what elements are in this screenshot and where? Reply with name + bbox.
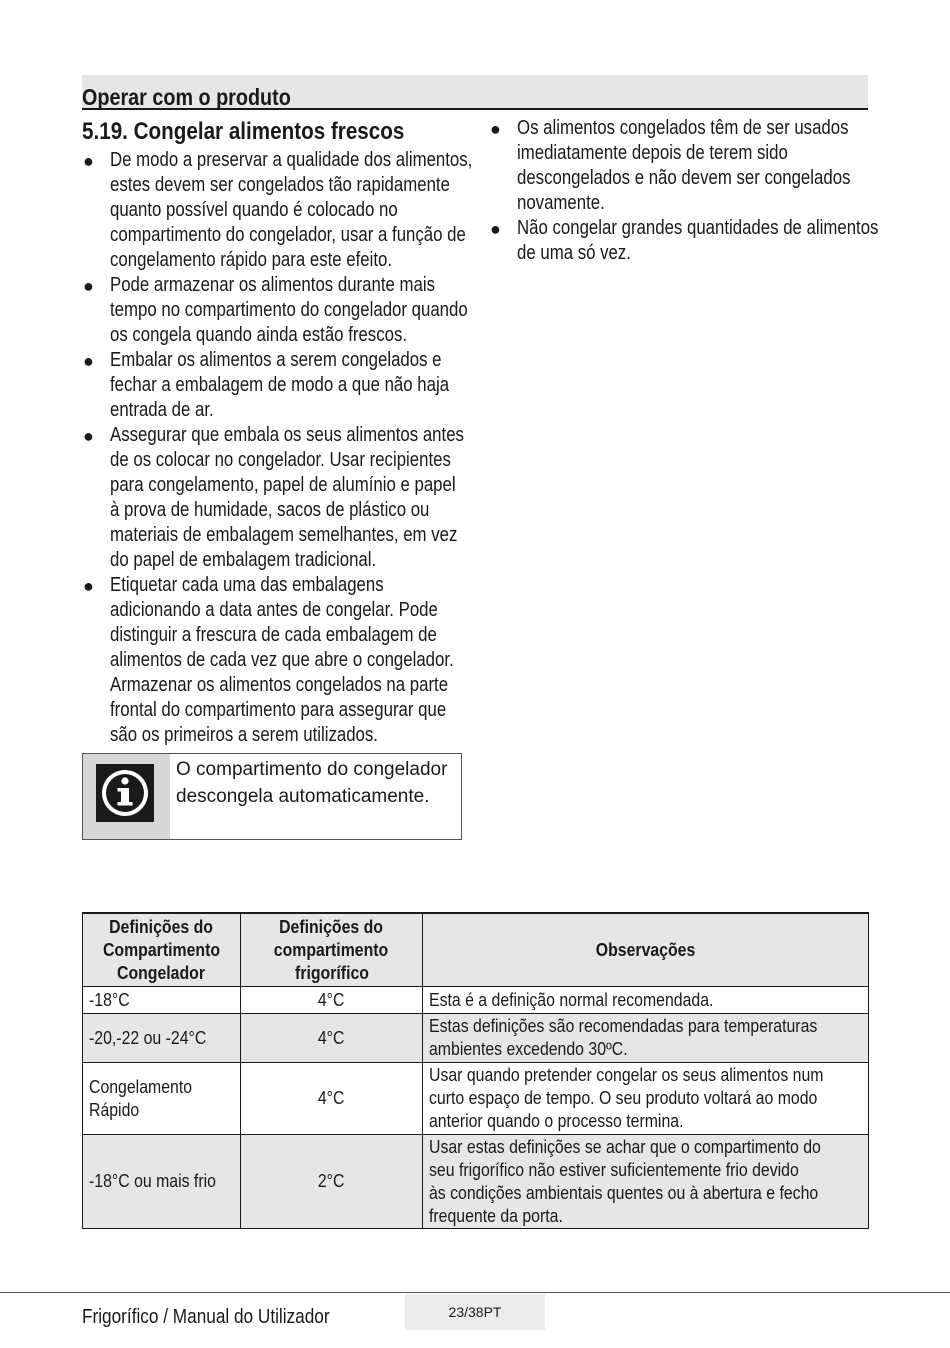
bullet-text-line: quanto possível quando é colocado no bbox=[110, 199, 398, 221]
table-row bbox=[83, 987, 869, 1014]
bullet-item bbox=[489, 216, 889, 266]
bullet-text-line: novamente. bbox=[517, 192, 605, 214]
info-note-box bbox=[82, 753, 462, 840]
fridge-cell: 2°C bbox=[241, 1135, 423, 1229]
table-row bbox=[83, 1014, 869, 1063]
bullet-text-line: Embalar os alimentos a serem congelados e bbox=[110, 349, 442, 371]
notes-cell: Usar estas definições se achar que o compartimento do seu frigorífico não estiver suficientemente frio devido às condições ambientais quentes ou à abertura e fecho frequente da porta. bbox=[423, 1135, 869, 1229]
freezer-cell: -18°C ou mais frio bbox=[83, 1135, 241, 1229]
bullet-text-line: Armazenar os alimentos congelados na parte bbox=[110, 674, 449, 696]
bullet-text-line: descongelados e não devem ser congelados bbox=[517, 167, 851, 189]
bullet-text-line: de os colocar no congelador. Usar recipientes bbox=[110, 449, 451, 471]
bullet-dot-icon: ● bbox=[83, 576, 94, 596]
bullet-text-line: tempo no compartimento do congelador quando bbox=[110, 299, 468, 321]
bullet-text-line: os congela quando ainda estão frescos. bbox=[110, 324, 408, 346]
left-bullet-list bbox=[82, 148, 482, 748]
fridge-cell: 4°C bbox=[241, 987, 423, 1014]
notes-cell: Estas definições são recomendadas para temperaturas ambientes excedendo 30ºC. bbox=[423, 1014, 869, 1063]
bullet-text-line: frontal do compartimento para assegurar que bbox=[110, 699, 447, 721]
bullet-text-line: Pode armazenar os alimentos durante mais bbox=[110, 274, 435, 296]
bullet-text-line: para congelamento, papel de alumínio e papel bbox=[110, 474, 456, 496]
bullet-text-line: materiais de embalagem semelhantes, em vez bbox=[110, 524, 458, 546]
bullet-text-line: de uma só vez. bbox=[517, 242, 631, 264]
info-note-line: descongela automaticamente. bbox=[176, 786, 430, 807]
page-number-text: 23/38PT bbox=[448, 1304, 502, 1320]
bullet-text-line: adicionando a data antes de congelar. Pode bbox=[110, 599, 438, 621]
bullet-item bbox=[82, 273, 482, 348]
bullet-item bbox=[82, 148, 482, 273]
subsection-title-text: 5.19. Congelar alimentos frescos bbox=[82, 118, 405, 145]
bullet-dot-icon: ● bbox=[83, 151, 94, 171]
section-title-text: Operar com o produto bbox=[82, 84, 291, 110]
footer-divider bbox=[0, 1292, 950, 1293]
notes-cell: Esta é a definição normal recomendada. bbox=[423, 987, 869, 1014]
bullet-text-line: Assegurar que embala os seus alimentos antes bbox=[110, 424, 464, 446]
bullet-text-line: Os alimentos congelados têm de ser usados bbox=[517, 117, 849, 139]
bullet-text-line: distinguir a frescura de cada embalagem de bbox=[110, 624, 437, 646]
page-number bbox=[405, 1294, 545, 1330]
bullet-dot-icon: ● bbox=[83, 426, 94, 446]
bullet-text-line: do papel de embalagem tradicional. bbox=[110, 549, 377, 571]
right-bullet-list bbox=[489, 116, 889, 266]
info-icon-area bbox=[83, 754, 170, 839]
header-observations: Observações bbox=[423, 913, 869, 987]
bullet-item bbox=[82, 423, 482, 573]
bullet-dot-icon: ● bbox=[83, 351, 94, 371]
fridge-cell: 4°C bbox=[241, 1014, 423, 1063]
bullet-dot-icon: ● bbox=[490, 219, 501, 239]
bullet-item bbox=[489, 116, 889, 216]
subsection-title bbox=[82, 118, 457, 146]
freezer-cell: -18°C bbox=[83, 987, 241, 1014]
freezer-cell: Congelamento Rápido bbox=[83, 1063, 241, 1135]
bullet-dot-icon: ● bbox=[83, 276, 94, 296]
bullet-text-line: são os primeiros a serem utilizados. bbox=[110, 724, 378, 746]
section-title bbox=[82, 84, 325, 111]
info-note-line: O compartimento do congelador bbox=[176, 759, 448, 780]
bullet-text-line: entrada de ar. bbox=[110, 399, 214, 421]
fridge-cell: 4°C bbox=[241, 1063, 423, 1135]
bullet-text-line: Etiquetar cada uma das embalagens bbox=[110, 574, 384, 596]
footer-title-text: Frigorífico / Manual do Utilizador bbox=[82, 1306, 330, 1328]
info-icon bbox=[96, 764, 154, 822]
bullet-text-line: compartimento do congelador, usar a função de bbox=[110, 224, 466, 246]
bullet-dot-icon: ● bbox=[490, 119, 501, 139]
footer-title bbox=[82, 1306, 370, 1329]
notes-cell: Usar quando pretender congelar os seus alimentos num curto espaço de tempo. O seu produto voltará ao modo anterior quando o processo termina. bbox=[423, 1063, 869, 1135]
header-freezer-settings: Definições do Compartimento Congelador bbox=[83, 913, 241, 987]
freezer-cell: -20,-22 ou -24°C bbox=[83, 1014, 241, 1063]
bullet-item bbox=[82, 348, 482, 423]
bullet-text-line: alimentos de cada vez que abre o congelador. bbox=[110, 649, 454, 671]
bullet-text-line: Não congelar grandes quantidades de alimentos bbox=[517, 217, 879, 239]
bullet-text-line: estes devem ser congelados tão rapidamente bbox=[110, 174, 450, 196]
bullet-item bbox=[82, 573, 482, 748]
header-fridge-settings: Definições do compartimento frigorífico bbox=[241, 913, 423, 987]
info-note-text bbox=[176, 756, 461, 810]
temperature-settings-table bbox=[82, 912, 869, 1229]
table-header-row bbox=[83, 913, 869, 987]
bullet-text-line: De modo a preservar a qualidade dos alimentos, bbox=[110, 149, 473, 171]
bullet-text-line: imediatamente depois de terem sido bbox=[517, 142, 788, 164]
bullet-text-line: fechar a embalagem de modo a que não haja bbox=[110, 374, 450, 396]
bullet-text-line: congelamento rápido para este efeito. bbox=[110, 249, 393, 271]
table-row bbox=[83, 1135, 869, 1229]
bullet-text-line: à prova de humidade, sacos de plástico ou bbox=[110, 499, 430, 521]
table-row bbox=[83, 1063, 869, 1135]
